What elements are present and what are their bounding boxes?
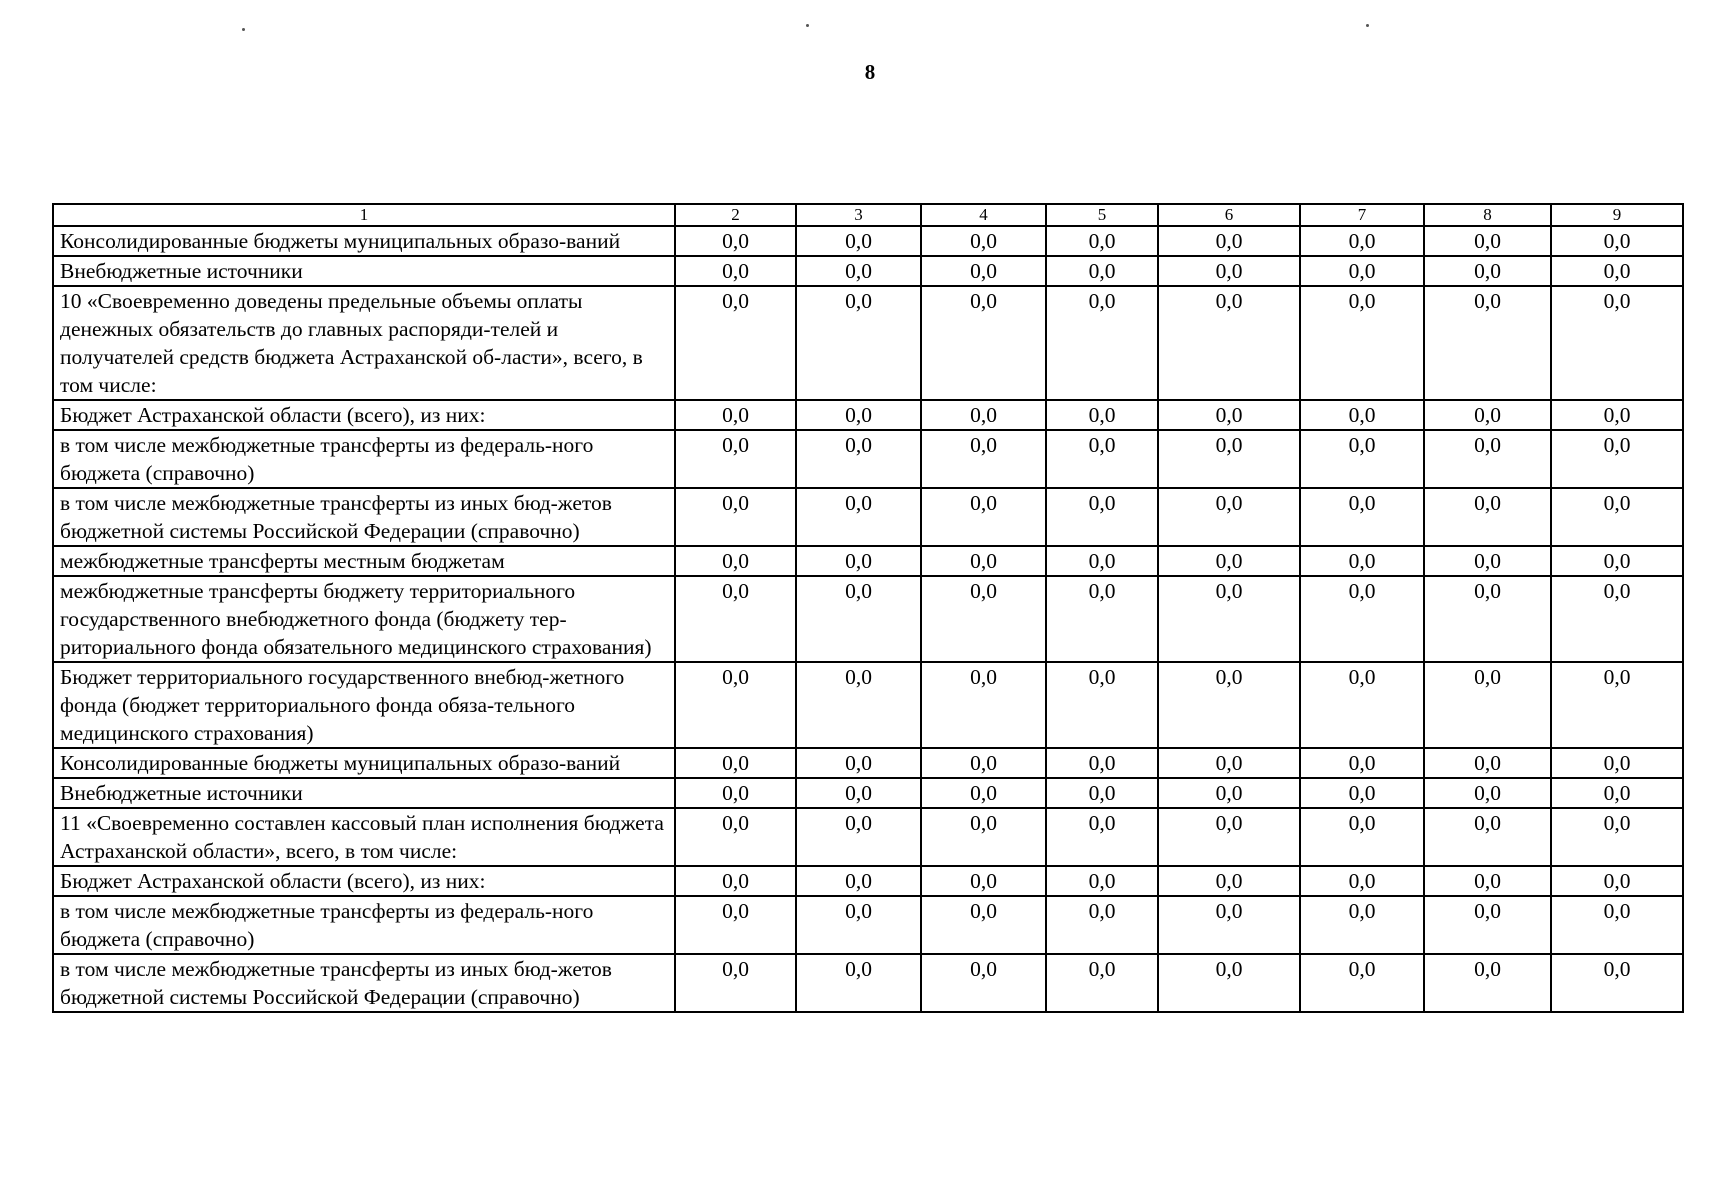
value-cell: 0,0 bbox=[1158, 748, 1300, 778]
value-cell: 0,0 bbox=[1300, 400, 1424, 430]
row-label: Внебюджетные источники bbox=[53, 256, 675, 286]
budget-table bbox=[52, 203, 1684, 1013]
value-cell: 0,0 bbox=[921, 866, 1046, 896]
column-header-2: 2 bbox=[675, 204, 796, 226]
value-cell: 0,0 bbox=[921, 400, 1046, 430]
value-cell: 0,0 bbox=[1046, 546, 1158, 576]
table-row bbox=[53, 954, 1683, 1012]
value-cell: 0,0 bbox=[796, 662, 921, 748]
value-cell: 0,0 bbox=[1300, 662, 1424, 748]
value-cell: 0,0 bbox=[1424, 488, 1551, 546]
value-cell: 0,0 bbox=[675, 896, 796, 954]
value-cell: 0,0 bbox=[1300, 286, 1424, 400]
value-cell: 0,0 bbox=[1046, 256, 1158, 286]
value-cell: 0,0 bbox=[1424, 662, 1551, 748]
value-cell: 0,0 bbox=[1158, 430, 1300, 488]
value-cell: 0,0 bbox=[921, 954, 1046, 1012]
value-cell: 0,0 bbox=[1424, 400, 1551, 430]
page-number: 8 bbox=[864, 60, 876, 84]
value-cell: 0,0 bbox=[796, 748, 921, 778]
value-cell: 0,0 bbox=[921, 488, 1046, 546]
row-label: в том числе межбюджетные трансферты из иных бюд-жетов бюджетной системы Российской Федерации (справочно) bbox=[53, 488, 675, 546]
value-cell: 0,0 bbox=[1551, 808, 1683, 866]
value-cell: 0,0 bbox=[1551, 866, 1683, 896]
column-header-row bbox=[53, 204, 1683, 226]
table-row bbox=[53, 400, 1683, 430]
value-cell: 0,0 bbox=[1300, 808, 1424, 866]
value-cell: 0,0 bbox=[796, 866, 921, 896]
value-cell: 0,0 bbox=[1300, 954, 1424, 1012]
value-cell: 0,0 bbox=[1424, 896, 1551, 954]
value-cell: 0,0 bbox=[921, 256, 1046, 286]
value-cell: 0,0 bbox=[796, 400, 921, 430]
value-cell: 0,0 bbox=[796, 576, 921, 662]
row-label: Бюджет Астраханской области (всего), из них: bbox=[53, 400, 675, 430]
column-header-7: 7 bbox=[1300, 204, 1424, 226]
value-cell: 0,0 bbox=[675, 226, 796, 256]
value-cell: 0,0 bbox=[1046, 896, 1158, 954]
value-cell: 0,0 bbox=[921, 546, 1046, 576]
value-cell: 0,0 bbox=[1424, 430, 1551, 488]
value-cell: 0,0 bbox=[796, 226, 921, 256]
value-cell: 0,0 bbox=[1551, 662, 1683, 748]
value-cell: 0,0 bbox=[1424, 576, 1551, 662]
value-cell: 0,0 bbox=[1424, 808, 1551, 866]
row-label: Консолидированные бюджеты муниципальных образо-ваний bbox=[53, 748, 675, 778]
value-cell: 0,0 bbox=[675, 400, 796, 430]
table-row bbox=[53, 662, 1683, 748]
table-row bbox=[53, 430, 1683, 488]
value-cell: 0,0 bbox=[921, 430, 1046, 488]
value-cell: 0,0 bbox=[1158, 256, 1300, 286]
value-cell: 0,0 bbox=[1424, 866, 1551, 896]
row-label: 10 «Своевременно доведены предельные объемы оплаты денежных обязательств до главных распоряди-телей и получателей средств бюджета Астраханской об-ласти», всего, в том числе: bbox=[53, 286, 675, 400]
value-cell: 0,0 bbox=[1551, 576, 1683, 662]
value-cell: 0,0 bbox=[675, 430, 796, 488]
value-cell: 0,0 bbox=[1046, 488, 1158, 546]
value-cell: 0,0 bbox=[1158, 808, 1300, 866]
value-cell: 0,0 bbox=[1300, 778, 1424, 808]
value-cell: 0,0 bbox=[1158, 488, 1300, 546]
value-cell: 0,0 bbox=[1300, 748, 1424, 778]
value-cell: 0,0 bbox=[1046, 954, 1158, 1012]
value-cell: 0,0 bbox=[675, 808, 796, 866]
value-cell: 0,0 bbox=[1046, 286, 1158, 400]
table-row bbox=[53, 546, 1683, 576]
value-cell: 0,0 bbox=[1551, 430, 1683, 488]
value-cell: 0,0 bbox=[1158, 778, 1300, 808]
value-cell: 0,0 bbox=[1158, 546, 1300, 576]
row-label: межбюджетные трансферты местным бюджетам bbox=[53, 546, 675, 576]
value-cell: 0,0 bbox=[1424, 226, 1551, 256]
table-row bbox=[53, 256, 1683, 286]
value-cell: 0,0 bbox=[796, 256, 921, 286]
value-cell: 0,0 bbox=[1551, 546, 1683, 576]
row-label: Бюджет территориального государственного внебюд-жетного фонда (бюджет территориального фонда обяза-тельного медицинского страхования) bbox=[53, 662, 675, 748]
column-header-5: 5 bbox=[1046, 204, 1158, 226]
value-cell: 0,0 bbox=[1046, 400, 1158, 430]
value-cell: 0,0 bbox=[1551, 286, 1683, 400]
value-cell: 0,0 bbox=[1551, 778, 1683, 808]
value-cell: 0,0 bbox=[1158, 400, 1300, 430]
value-cell: 0,0 bbox=[1158, 954, 1300, 1012]
value-cell: 0,0 bbox=[1551, 488, 1683, 546]
value-cell: 0,0 bbox=[1551, 256, 1683, 286]
value-cell: 0,0 bbox=[1551, 954, 1683, 1012]
column-header-1: 1 bbox=[53, 204, 675, 226]
value-cell: 0,0 bbox=[1300, 896, 1424, 954]
value-cell: 0,0 bbox=[675, 488, 796, 546]
value-cell: 0,0 bbox=[796, 778, 921, 808]
value-cell: 0,0 bbox=[1300, 226, 1424, 256]
value-cell: 0,0 bbox=[1300, 256, 1424, 286]
value-cell: 0,0 bbox=[1046, 430, 1158, 488]
row-label: в том числе межбюджетные трансферты из иных бюд-жетов бюджетной системы Российской Федерации (справочно) bbox=[53, 954, 675, 1012]
value-cell: 0,0 bbox=[1424, 546, 1551, 576]
table-row bbox=[53, 866, 1683, 896]
value-cell: 0,0 bbox=[1551, 226, 1683, 256]
value-cell: 0,0 bbox=[675, 866, 796, 896]
value-cell: 0,0 bbox=[796, 430, 921, 488]
column-header-8: 8 bbox=[1424, 204, 1551, 226]
value-cell: 0,0 bbox=[1158, 662, 1300, 748]
value-cell: 0,0 bbox=[675, 576, 796, 662]
value-cell: 0,0 bbox=[1158, 286, 1300, 400]
value-cell: 0,0 bbox=[1158, 896, 1300, 954]
value-cell: 0,0 bbox=[1424, 748, 1551, 778]
value-cell: 0,0 bbox=[1158, 576, 1300, 662]
value-cell: 0,0 bbox=[921, 286, 1046, 400]
value-cell: 0,0 bbox=[1424, 778, 1551, 808]
value-cell: 0,0 bbox=[796, 286, 921, 400]
table-row bbox=[53, 778, 1683, 808]
value-cell: 0,0 bbox=[675, 954, 796, 1012]
scan-speck bbox=[1366, 24, 1369, 27]
value-cell: 0,0 bbox=[1046, 748, 1158, 778]
table-row bbox=[53, 748, 1683, 778]
value-cell: 0,0 bbox=[1300, 488, 1424, 546]
value-cell: 0,0 bbox=[796, 896, 921, 954]
value-cell: 0,0 bbox=[675, 748, 796, 778]
table-row bbox=[53, 226, 1683, 256]
value-cell: 0,0 bbox=[796, 488, 921, 546]
value-cell: 0,0 bbox=[675, 778, 796, 808]
row-label: межбюджетные трансферты бюджету территориального государственного внебюджетного фонда (бюджету тер-риториального фонда обязательного медицинского страхования) bbox=[53, 576, 675, 662]
value-cell: 0,0 bbox=[796, 954, 921, 1012]
value-cell: 0,0 bbox=[1046, 662, 1158, 748]
value-cell: 0,0 bbox=[921, 576, 1046, 662]
row-label: Консолидированные бюджеты муниципальных образо-ваний bbox=[53, 226, 675, 256]
scan-speck bbox=[242, 28, 245, 31]
row-label: в том числе межбюджетные трансферты из федераль-ного бюджета (справочно) bbox=[53, 896, 675, 954]
value-cell: 0,0 bbox=[1300, 866, 1424, 896]
value-cell: 0,0 bbox=[1551, 400, 1683, 430]
value-cell: 0,0 bbox=[1551, 896, 1683, 954]
value-cell: 0,0 bbox=[1300, 430, 1424, 488]
value-cell: 0,0 bbox=[1424, 286, 1551, 400]
value-cell: 0,0 bbox=[921, 662, 1046, 748]
value-cell: 0,0 bbox=[921, 808, 1046, 866]
value-cell: 0,0 bbox=[1300, 576, 1424, 662]
value-cell: 0,0 bbox=[1046, 866, 1158, 896]
table-row bbox=[53, 808, 1683, 866]
value-cell: 0,0 bbox=[1046, 778, 1158, 808]
value-cell: 0,0 bbox=[675, 286, 796, 400]
value-cell: 0,0 bbox=[1424, 954, 1551, 1012]
value-cell: 0,0 bbox=[921, 748, 1046, 778]
value-cell: 0,0 bbox=[1158, 866, 1300, 896]
value-cell: 0,0 bbox=[1551, 748, 1683, 778]
table-row bbox=[53, 488, 1683, 546]
scan-speck bbox=[806, 24, 809, 27]
value-cell: 0,0 bbox=[675, 546, 796, 576]
table-row bbox=[53, 286, 1683, 400]
value-cell: 0,0 bbox=[921, 896, 1046, 954]
table-body bbox=[53, 204, 1683, 1012]
column-header-9: 9 bbox=[1551, 204, 1683, 226]
value-cell: 0,0 bbox=[1046, 226, 1158, 256]
row-label: 11 «Своевременно составлен кассовый план исполнения бюджета Астраханской области», всего, в том числе: bbox=[53, 808, 675, 866]
table-row bbox=[53, 576, 1683, 662]
value-cell: 0,0 bbox=[675, 662, 796, 748]
value-cell: 0,0 bbox=[1300, 546, 1424, 576]
value-cell: 0,0 bbox=[1046, 576, 1158, 662]
column-header-3: 3 bbox=[796, 204, 921, 226]
value-cell: 0,0 bbox=[1046, 808, 1158, 866]
value-cell: 0,0 bbox=[675, 256, 796, 286]
value-cell: 0,0 bbox=[796, 808, 921, 866]
row-label: Бюджет Астраханской области (всего), из них: bbox=[53, 866, 675, 896]
row-label: в том числе межбюджетные трансферты из федераль-ного бюджета (справочно) bbox=[53, 430, 675, 488]
column-header-6: 6 bbox=[1158, 204, 1300, 226]
value-cell: 0,0 bbox=[921, 778, 1046, 808]
row-label: Внебюджетные источники bbox=[53, 778, 675, 808]
column-header-4: 4 bbox=[921, 204, 1046, 226]
table-row bbox=[53, 896, 1683, 954]
value-cell: 0,0 bbox=[1158, 226, 1300, 256]
value-cell: 0,0 bbox=[921, 226, 1046, 256]
value-cell: 0,0 bbox=[796, 546, 921, 576]
value-cell: 0,0 bbox=[1424, 256, 1551, 286]
